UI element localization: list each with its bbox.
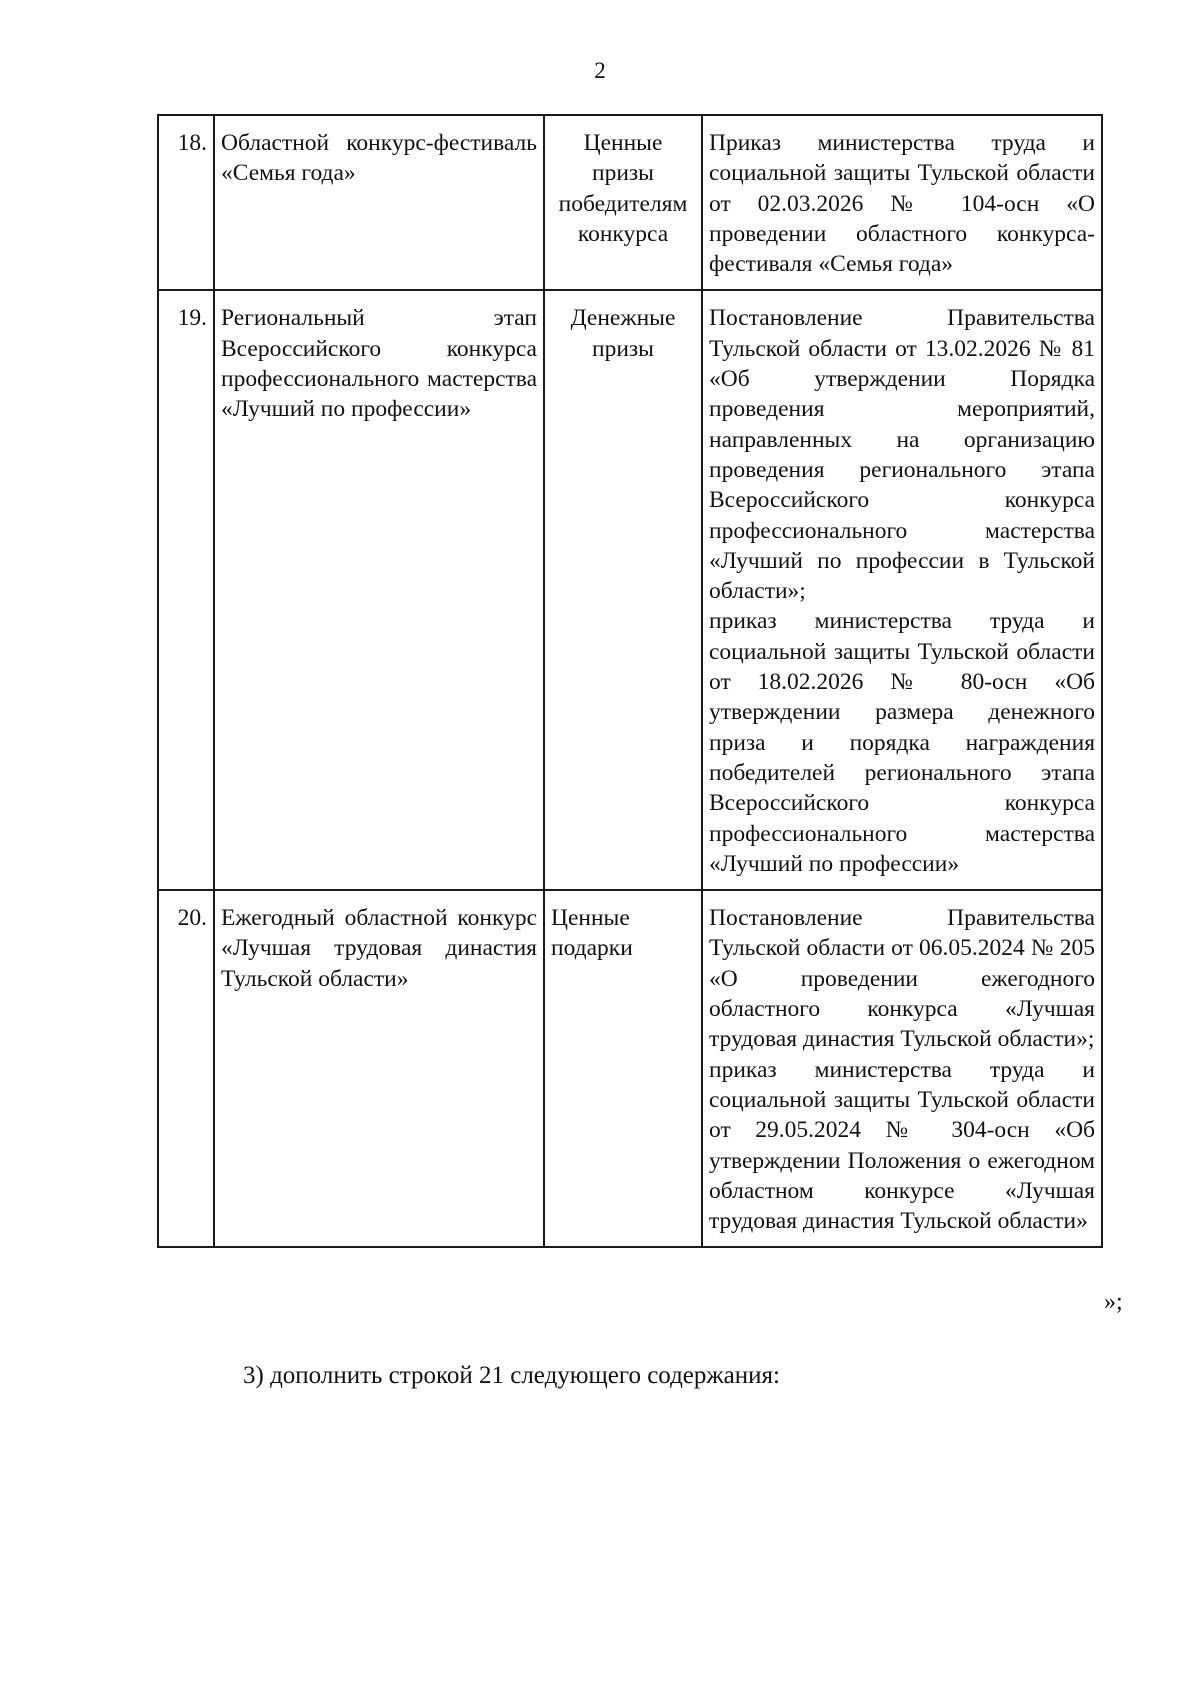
prize-type: Ценные подарки <box>544 890 702 1247</box>
page-number: 2 <box>594 58 606 83</box>
table-row-18 <box>158 115 1102 290</box>
closing-quote-mark: »; <box>1104 1289 1123 1315</box>
legal-basis-paragraph: Постановление Правительства Тульской области от 06.05.2024 № 205 «О проведении ежегодного областного конкурса «Лучшая трудовая династия Тульской области»; <box>709 905 1095 1053</box>
table-row-19 <box>158 290 1102 890</box>
legal-basis-paragraph: Приказ министерства труда и социальной защиты Тульской области от 02.03.2026 № 104-осн «О проведении областного конкурса-фестиваля «Семья года» <box>709 130 1095 278</box>
row-number: 19. <box>158 290 214 890</box>
contest-name: Ежегодный областной конкурс «Лучшая трудовая династия Тульской области» <box>214 890 544 1247</box>
prize-type: Ценные призы победителям конкурса <box>544 115 702 290</box>
contest-name: Областной конкурс-фестиваль «Семья года» <box>214 115 544 290</box>
awards-table <box>157 114 1103 1248</box>
legal-basis-paragraph: приказ министерства труда и социальной защиты Тульской области от 29.05.2024 № 304-осн «Об утверждении Положения о ежегодном областном конкурсе «Лучшая трудовая династия Тульской области» <box>709 1056 1095 1235</box>
legal-basis-paragraph: приказ министерства труда и социальной защиты Тульской области от 18.02.2026 № 80-осн «Об утверждении размера денежного приза и порядка награждения победителей регионального этапа Всероссийского конкурса профессионального мастерства «Лучший по профессии» <box>709 608 1095 877</box>
prize-type: Денежные призы <box>544 290 702 890</box>
row-number: 20. <box>158 890 214 1247</box>
legal-basis <box>702 290 1102 890</box>
contest-name: Региональный этап Всероссийского конкурса профессионального мастерства «Лучший по профессии» <box>214 290 544 890</box>
row-number: 18. <box>158 115 214 290</box>
legal-basis-paragraph: Постановление Правительства Тульской области от 13.02.2026 № 81 «Об утверждении Порядка проведения мероприятий, направленных на организацию проведения регионального этапа Всероссийского конкурса профессионального мастерства «Лучший по профессии в Тульской области»; <box>709 305 1095 605</box>
legal-basis <box>702 115 1102 290</box>
legal-basis <box>702 890 1102 1247</box>
table-row-20 <box>158 890 1102 1247</box>
amendment-instruction: 3) дополнить строкой 21 следующего содержания: <box>243 1362 780 1389</box>
